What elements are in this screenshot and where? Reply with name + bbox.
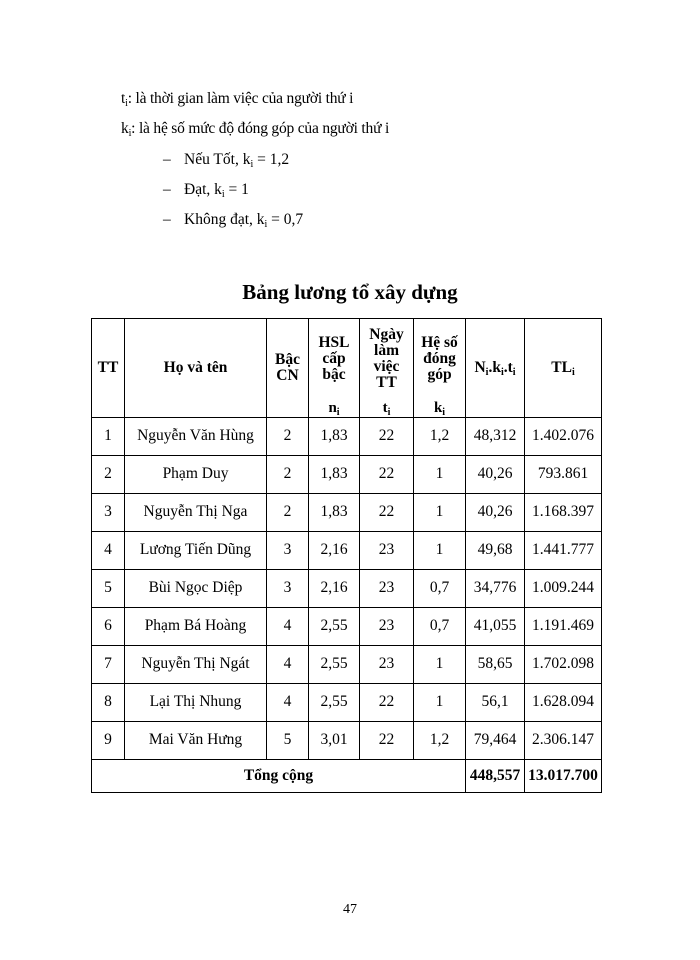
header-heso-sub: $k_i$ (414, 399, 466, 418)
header-name: Họ và tên (125, 319, 267, 418)
header-nkt: $N_i.k_i.t_i$ (466, 319, 525, 418)
total-nkt: 448,557 (466, 759, 525, 792)
definition-k-sub: i (128, 128, 132, 139)
table-row: 8 Lại Thị Nhung 4 2,55 22 1 56,1 1.628.094 (92, 683, 602, 721)
bullet-dash: – (163, 181, 171, 198)
bullet-item-pass: Đạt, $k_i = 1$ (184, 181, 249, 200)
definition-k (121, 119, 389, 139)
header-hsl-sub: $n_i$ (309, 399, 360, 418)
definition-k-var: k (121, 120, 129, 137)
header-ngay: Ngày làm việc TT (360, 319, 414, 399)
header-tt: TT (92, 319, 125, 418)
definition-t-text: : là thời gian làm việc của người thứ i (127, 90, 354, 107)
bullet-dash: – (163, 151, 171, 168)
total-label: Tổng cộng (92, 759, 466, 792)
table-row: 9 Mai Văn Hưng 5 3,01 22 1,2 79,464 2.306.147 (92, 721, 602, 759)
table-row: 1 Nguyễn Văn Hùng 2 1,83 22 1,2 48,312 1.402.076 (92, 417, 602, 455)
table-row: 7 Nguyễn Thị Ngát 4 2,55 23 1 58,65 1.702.098 (92, 645, 602, 683)
bullet-dash: – (163, 211, 171, 228)
table-row: 4 Lương Tiến Dũng 3 2,16 23 1 49,68 1.441.777 (92, 531, 602, 569)
header-tl: $TL_i$ (525, 319, 602, 418)
header-ngay-sub: $t_i$ (360, 399, 414, 418)
definition-t-sub: i (125, 98, 128, 109)
table-row: 3 Nguyễn Thị Nga 2 1,83 22 1 40,26 1.168.397 (92, 493, 602, 531)
definition-t (121, 89, 353, 109)
bullet-item-fail: Không đạt, $k_i = 0,7$ (184, 211, 304, 230)
definition-t-var: t (121, 90, 126, 107)
table-title: Bảng lương tổ xây dựng (242, 280, 458, 304)
definition-k-text: : là hệ số mức độ đóng góp của người thứ i (131, 120, 390, 137)
page-number: 47 (343, 902, 357, 917)
total-row (92, 759, 602, 792)
header-hsl: HSL cấp bậc (309, 319, 360, 399)
header-heso: Hệ số đóng góp (414, 319, 466, 399)
salary-table (91, 318, 602, 793)
table-row: 6 Phạm Bá Hoàng 4 2,55 23 0,7 41,055 1.191.469 (92, 607, 602, 645)
total-tl: 13.017.700 (525, 759, 602, 792)
table-row: 2 Phạm Duy 2 1,83 22 1 40,26 793.861 (92, 455, 602, 493)
bullet-item-good: Nếu Tốt, $k_i = 1,2$ (184, 151, 290, 170)
table-row: 5 Bùi Ngọc Diệp 3 2,16 23 0,7 34,776 1.009.244 (92, 569, 602, 607)
header-bac: Bậc CN (267, 319, 309, 418)
